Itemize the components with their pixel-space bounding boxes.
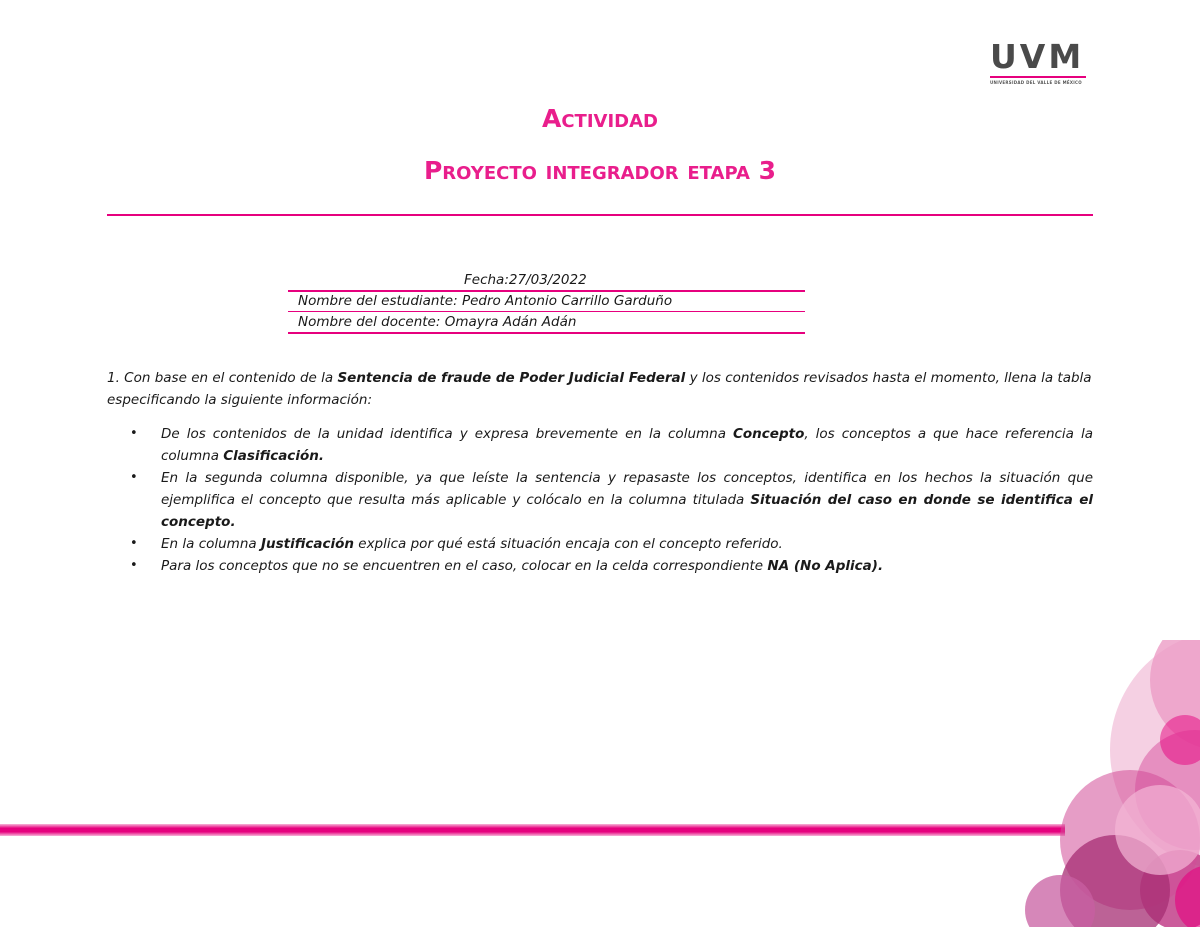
decorative-circles-icon <box>1020 640 1200 927</box>
list-item-emphasis: Concepto <box>733 426 805 442</box>
date-label: Fecha: <box>464 272 509 288</box>
footer-band <box>0 824 1065 836</box>
student-label: Nombre del estudiante: <box>298 293 458 309</box>
teacher-label: Nombre del docente: <box>298 314 441 330</box>
bullet-icon: • <box>130 536 138 551</box>
list-item <box>130 467 1093 533</box>
header-divider <box>107 214 1093 216</box>
list-item-text: En la columna <box>161 536 261 552</box>
teacher-value: Omayra Adán Adán <box>444 314 577 330</box>
teacher-row <box>288 312 805 334</box>
page-subtitle: Proyecto integrador etapa 3 <box>423 156 777 185</box>
logo-underline <box>990 76 1086 78</box>
list-item-text: , los conceptos a que hace referencia la columna <box>161 426 1093 464</box>
instruction-emphasis: Sentencia de fraude de Poder Judicial Federal <box>337 370 686 386</box>
instruction-text: y los contenidos revisados hasta el momento, llena la tabla especificando la siguiente información: <box>107 370 1092 408</box>
bullet-icon: • <box>130 558 138 573</box>
list-item-text: De los contenidos de la unidad identifica y expresa brevemente en la columna <box>161 426 733 442</box>
logo-subtitle: UNIVERSIDAD DEL VALLE DE MÉXICO <box>990 80 1082 85</box>
date-value: 27/03/2022 <box>508 272 587 288</box>
bullet-icon: • <box>130 470 138 485</box>
logo-text: UVM <box>990 37 1085 76</box>
list-item <box>130 423 1093 467</box>
instruction-text: Con base en el contenido de la <box>119 370 338 386</box>
instruction-number: 1. <box>107 370 120 386</box>
instruction-list <box>130 423 1093 577</box>
list-item-emphasis: Situación del caso en donde se identifica el concepto. <box>161 492 1094 530</box>
student-row <box>288 291 805 312</box>
list-item-emphasis: Justificación <box>260 536 354 552</box>
list-item-emphasis: NA (No Aplica). <box>767 558 884 574</box>
list-item <box>130 533 1093 555</box>
instruction-paragraph <box>107 367 1093 411</box>
page-title: Actividad <box>542 104 658 133</box>
list-item <box>130 555 1093 577</box>
list-item-text: Para los conceptos que no se encuentren en el caso, colocar en la celda correspondiente <box>161 558 768 574</box>
date-row <box>288 270 805 292</box>
list-item-text: En la segunda columna disponible, ya que leíste la sentencia y repasaste los conceptos, identifica en los hechos la situación que ejemplifica el concepto que resulta más aplicable y colócalo en la columna titulada <box>161 470 1093 508</box>
bullet-icon: • <box>130 426 138 441</box>
list-item-emphasis: Clasificación. <box>223 448 324 464</box>
list-item-text: explica por qué está situación encaja con el concepto referido. <box>353 536 783 552</box>
student-value: Pedro Antonio Carrillo Garduño <box>461 293 673 309</box>
uvm-logo <box>990 37 1090 85</box>
